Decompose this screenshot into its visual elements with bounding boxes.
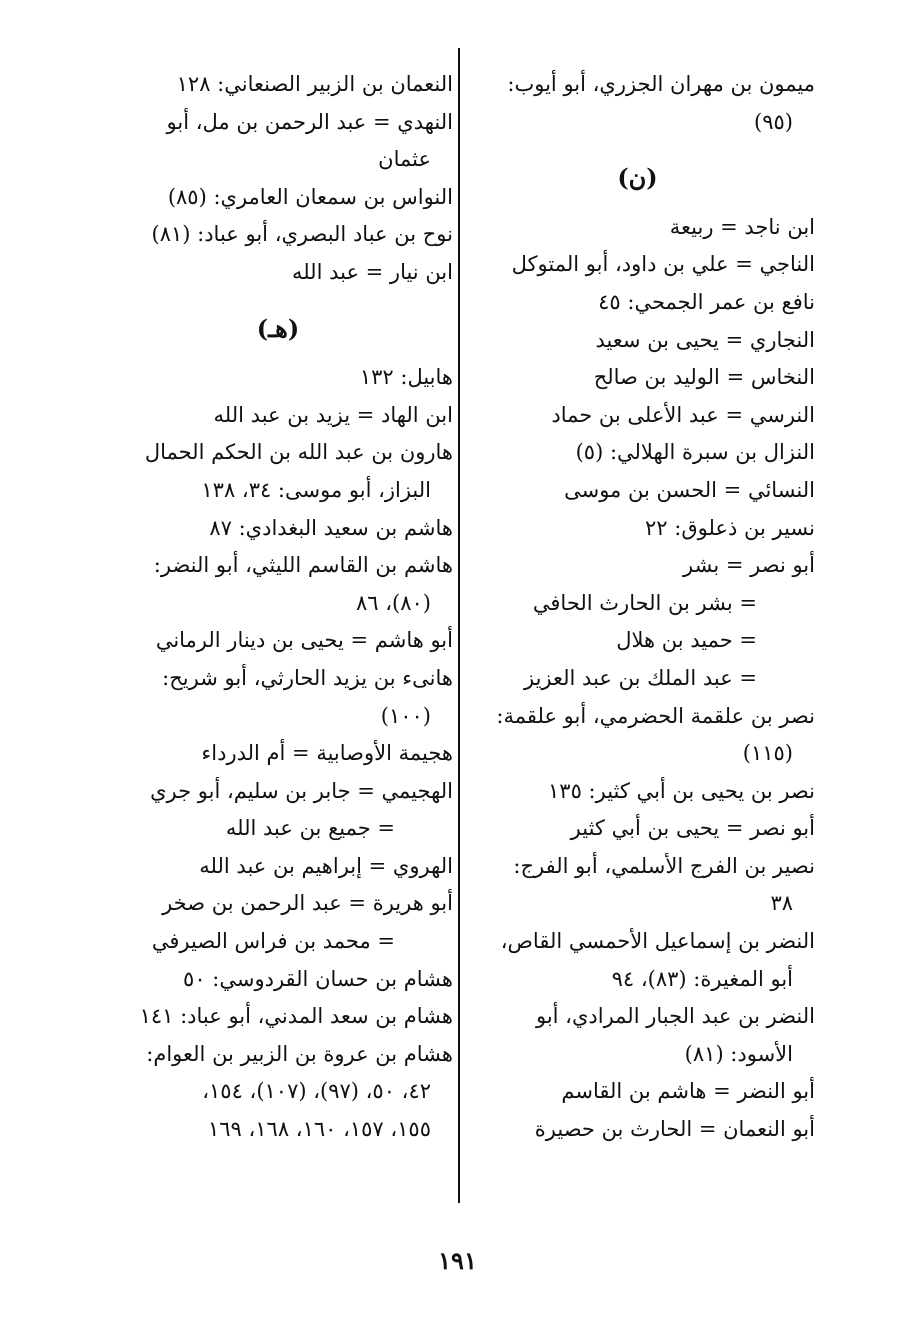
- entry-block: [103, 66, 453, 292]
- index-entry-continuation: عثمان: [378, 147, 431, 172]
- index-entry-continuation: ١٥٥، ١٥٧، ١٦٠، ١٦٨، ١٦٩: [207, 1117, 431, 1142]
- index-entry: النزال بن سبرة الهلالي: (٥): [575, 440, 815, 465]
- index-entry-continuation: البزاز، أبو موسى: ٣٤، ١٣٨: [201, 477, 431, 502]
- index-entry-continuation: أبو المغيرة: (٨٣)، ٩٤: [611, 966, 793, 991]
- index-entry: النجاري = يحيى بن سعيد: [595, 327, 815, 352]
- index-entry: ابن الهاد = يزيد بن عبد الله: [213, 402, 453, 427]
- letter-heading-nun: (ن): [617, 163, 658, 193]
- index-entry: نصير بن الفرج الأسلمي، أبو الفرج:: [513, 853, 815, 878]
- index-entry: أبو هاشم = يحيى بن دينار الرماني: [155, 628, 453, 653]
- index-entry-continuation: ٣٨: [770, 891, 793, 916]
- index-entry: النسائي = الحسن بن موسى: [564, 477, 815, 502]
- left-column: [103, 66, 453, 1149]
- index-subentry: = جميع بن عبد الله: [225, 816, 395, 841]
- index-entry-continuation: ٤٢، ٥٠، (٩٧)، (١٠٧)، ١٥٤،: [202, 1079, 431, 1104]
- index-entry: الهجيمي = جابر بن سليم، أبو جري: [150, 778, 453, 803]
- right-column: [460, 66, 815, 1149]
- index-entry: أبو نصر = يحيى بن أبي كثير: [570, 816, 815, 841]
- index-entry: أبو النعمان = الحارث بن حصيرة: [534, 1117, 815, 1142]
- letter-heading-ha: (هـ): [256, 313, 300, 343]
- index-entry: هاشم بن القاسم الليثي، أبو النضر:: [153, 553, 453, 578]
- entry-block: [460, 209, 815, 1149]
- index-subentry: = عبد الملك بن عبد العزيز: [524, 665, 757, 690]
- index-entry: ميمون بن مهران الجزري، أبو أيوب:: [507, 72, 815, 96]
- index-entry: النرسي = عبد الأعلى بن حماد: [551, 402, 815, 427]
- index-entry: الناجي = علي بن داود، أبو المتوكل: [511, 252, 815, 277]
- index-entry: النواس بن سمعان العامري: (٨٥): [167, 184, 453, 209]
- index-entry: ابن نيار = عبد الله: [291, 259, 453, 284]
- index-subentry: = محمد بن فراس الصيرفي: [151, 929, 395, 954]
- index-entry: الهروي = إبراهيم بن عبد الله: [199, 853, 453, 878]
- index-entry: أبو هريرة = عبد الرحمن بن صخر: [162, 891, 453, 916]
- index-entry: هشام بن سعد المدني، أبو عباد: ١٤١: [139, 1004, 453, 1029]
- index-entry: النخاس = الوليد بن صالح: [593, 365, 815, 390]
- index-subentry: = بشر بن الحارث الحافي: [532, 590, 757, 615]
- index-entry: نوح بن عباد البصري، أبو عباد: (٨١): [151, 222, 453, 247]
- index-entry-continuation: (١٠٠): [380, 703, 431, 728]
- index-entry: أبو النضر = هاشم بن القاسم: [561, 1079, 815, 1104]
- index-entry-continuation: الأسود: (٨١): [684, 1041, 793, 1066]
- index-entry: هارون بن عبد الله بن الحكم الحمال: [144, 440, 453, 465]
- entry-block: [103, 359, 453, 1148]
- index-entry: النهدي = عبد الرحمن بن مل، أبو: [166, 109, 453, 134]
- index-entry-continuation: (١١٥): [742, 741, 793, 766]
- index-entry: ابن ناجد = ربيعة: [669, 214, 815, 239]
- index-entry: هجيمة الأوصابية = أم الدرداء: [201, 741, 453, 766]
- index-entry-continuation: (٩٥): [754, 109, 793, 134]
- entry-block: [460, 66, 815, 141]
- index-entry: نصر بن علقمة الحضرمي، أبو علقمة:: [496, 703, 815, 728]
- index-entry: هانىء بن يزيد الحارثي، أبو شريح:: [162, 665, 453, 690]
- index-entry: نسير بن ذعلوق: ٢٢: [645, 515, 815, 540]
- column-divider: [458, 48, 460, 1203]
- page-number: ١٩١: [438, 1246, 477, 1275]
- index-subentry: = حميد بن هلال: [616, 628, 757, 653]
- index-entry: نصر بن يحيى بن أبي كثير: ١٣٥: [548, 778, 815, 803]
- index-entry: هاشم بن سعيد البغدادي: ٨٧: [209, 515, 453, 540]
- index-entry: نافع بن عمر الجمحي: ٤٥: [598, 289, 815, 314]
- index-entry: هشام بن عروة بن الزبير بن العوام:: [146, 1041, 453, 1066]
- index-entry: النضر بن عبد الجبار المرادي، أبو: [535, 1004, 815, 1029]
- index-entry: أبو نصر = بشر: [683, 553, 815, 578]
- index-entry: النعمان بن الزبير الصنعاني: ١٢٨: [176, 72, 453, 96]
- index-entry: هشام بن حسان القردوسي: ٥٠: [183, 966, 453, 991]
- index-entry: هابيل: ١٣٢: [359, 365, 453, 390]
- index-entry-continuation: (٨٠)، ٨٦: [356, 590, 431, 615]
- index-entry: النضر بن إسماعيل الأحمسي القاص،: [500, 929, 815, 954]
